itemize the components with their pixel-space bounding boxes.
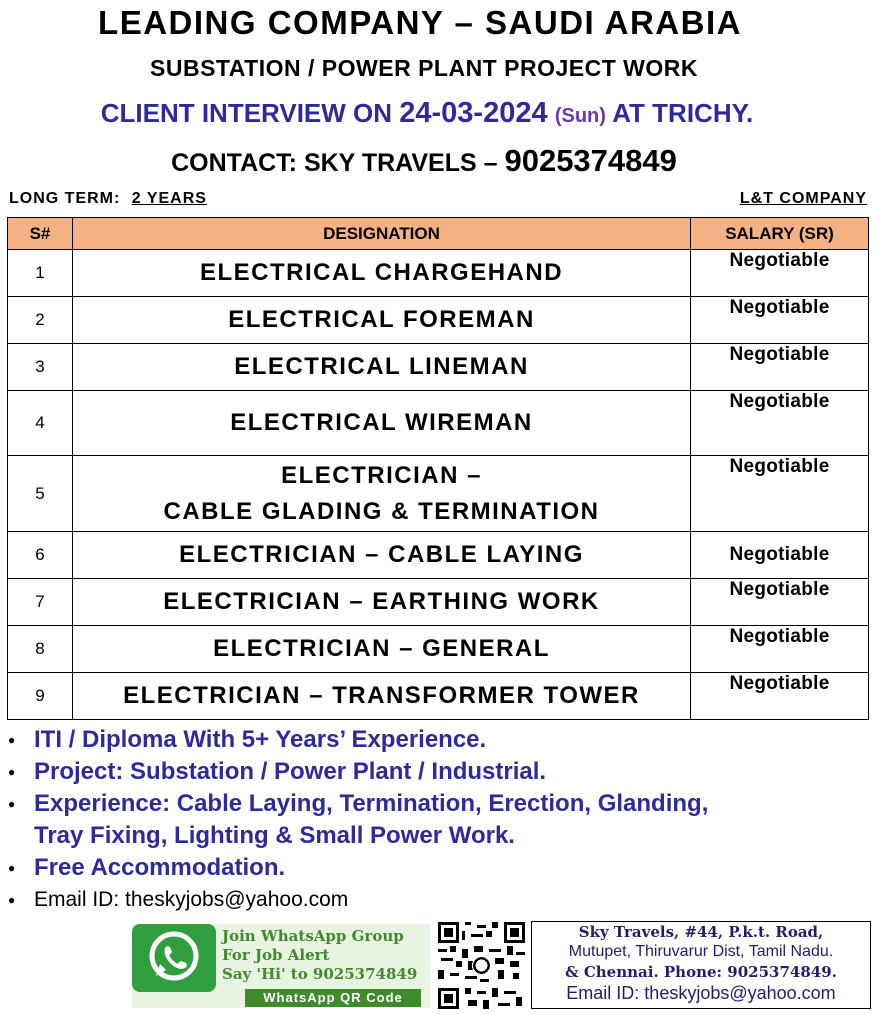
address-line3: & Chennai. Phone: 9025374849. bbox=[565, 963, 837, 981]
table-row bbox=[8, 297, 869, 344]
whatsapp-icon bbox=[132, 924, 216, 992]
term-value: 2 YEARS bbox=[131, 190, 207, 207]
row-designation: ELECTRICIAN – CABLE LAYING bbox=[73, 532, 691, 579]
whatsapp-qr-label: WhatsApp QR Code bbox=[245, 989, 421, 1007]
list-item: ● Project: Substation / Power Plant / Industrial. bbox=[8, 756, 708, 788]
table-row bbox=[8, 626, 869, 673]
table-row bbox=[8, 344, 869, 391]
table-row bbox=[8, 579, 869, 626]
table-row bbox=[8, 250, 869, 297]
row-designation: ELECTRICAL CHARGEHAND bbox=[73, 250, 691, 297]
header-sn: S# bbox=[8, 218, 73, 250]
jobs-table bbox=[7, 217, 869, 720]
row-salary: Negotiable bbox=[691, 250, 869, 297]
page-title: LEADING COMPANY – SAUDI ARABIA bbox=[98, 4, 742, 41]
header-salary: SALARY (SR) bbox=[691, 218, 869, 250]
interview-day: (Sun) bbox=[554, 105, 606, 127]
table-header-row bbox=[8, 218, 869, 250]
row-number: 8 bbox=[8, 626, 73, 673]
row-number: 6 bbox=[8, 532, 73, 579]
row-number: 1 bbox=[8, 250, 73, 297]
row-salary: Negotiable bbox=[691, 344, 869, 391]
row-number: 3 bbox=[8, 344, 73, 391]
row-designation: ELECTRICAL WIREMAN bbox=[73, 391, 691, 456]
interview-prefix: CLIENT INTERVIEW ON bbox=[100, 98, 393, 128]
interview-line bbox=[0, 97, 854, 130]
qr-code[interactable] bbox=[438, 922, 525, 1009]
row-designation: ELECTRICIAN – TRANSFORMER TOWER bbox=[73, 673, 691, 720]
row-designation: ELECTRICAL LINEMAN bbox=[73, 344, 691, 391]
row-salary: Negotiable bbox=[691, 456, 869, 532]
row-designation-line1: ELECTRICIAN – bbox=[281, 461, 482, 489]
table-row bbox=[8, 532, 869, 579]
row-salary: Negotiable bbox=[691, 626, 869, 673]
company-name: L&T COMPANY bbox=[739, 190, 867, 207]
row-designation: ELECTRICIAN – EARTHING WORK bbox=[73, 579, 691, 626]
address-box bbox=[531, 921, 871, 1009]
row-salary: Negotiable bbox=[691, 579, 869, 626]
row-number: 4 bbox=[8, 391, 73, 456]
row-number: 2 bbox=[8, 297, 73, 344]
contract-term bbox=[9, 190, 207, 208]
list-item: ● ITI / Diploma With 5+ Years’ Experience. bbox=[8, 724, 708, 756]
list-item-email: ● Email ID: theskyjobs@yahoo.com bbox=[8, 884, 708, 916]
row-salary: Negotiable bbox=[691, 391, 869, 456]
header-designation: DESIGNATION bbox=[73, 218, 691, 250]
row-salary: Negotiable bbox=[691, 532, 869, 579]
row-number: 5 bbox=[8, 456, 73, 532]
whatsapp-text bbox=[222, 927, 417, 984]
row-salary: Negotiable bbox=[691, 297, 869, 344]
row-salary: Negotiable bbox=[691, 673, 869, 720]
row-number: 7 bbox=[8, 579, 73, 626]
whatsapp-line1: Join WhatsApp Group bbox=[222, 927, 404, 945]
table-row bbox=[8, 391, 869, 456]
table-row bbox=[8, 456, 869, 532]
page-subtitle: SUBSTATION / POWER PLANT PROJECT WORK bbox=[150, 55, 698, 81]
row-designation: ELECTRICAL FOREMAN bbox=[73, 297, 691, 344]
whatsapp-line3: Say 'Hi' to 9025374849 bbox=[222, 965, 418, 983]
whatsapp-line2: For Job Alert bbox=[222, 946, 330, 964]
whatsapp-banner bbox=[132, 924, 430, 1008]
contact-line bbox=[0, 143, 848, 179]
list-item: ● Experience: Cable Laying, Termination, Erection, Glanding, bbox=[8, 788, 708, 820]
list-item: ● Free Accommodation. bbox=[8, 852, 708, 884]
address-line2: Mutupet, Thiruvarur Dist, Tamil Nadu. bbox=[568, 943, 834, 960]
row-designation bbox=[73, 456, 691, 532]
contact-prefix: CONTACT: SKY TRAVELS – bbox=[171, 149, 498, 177]
interview-suffix: AT TRICHY. bbox=[612, 98, 754, 128]
address-email[interactable]: Email ID: theskyjobs@yahoo.com bbox=[566, 983, 836, 1003]
row-designation-line2: CABLE GLADING & TERMINATION bbox=[163, 497, 600, 525]
interview-date: 24-03-2024 bbox=[399, 97, 548, 129]
table-row bbox=[8, 673, 869, 720]
address-line1: Sky Travels, #44, P.k.t. Road, bbox=[578, 923, 824, 941]
requirements-list bbox=[8, 724, 708, 916]
row-number: 9 bbox=[8, 673, 73, 720]
list-item-continued: Tray Fixing, Lighting & Small Power Work. bbox=[34, 822, 515, 849]
contact-phone: 9025374849 bbox=[504, 143, 677, 178]
term-label: LONG TERM: bbox=[9, 190, 121, 207]
row-designation: ELECTRICIAN – GENERAL bbox=[73, 626, 691, 673]
